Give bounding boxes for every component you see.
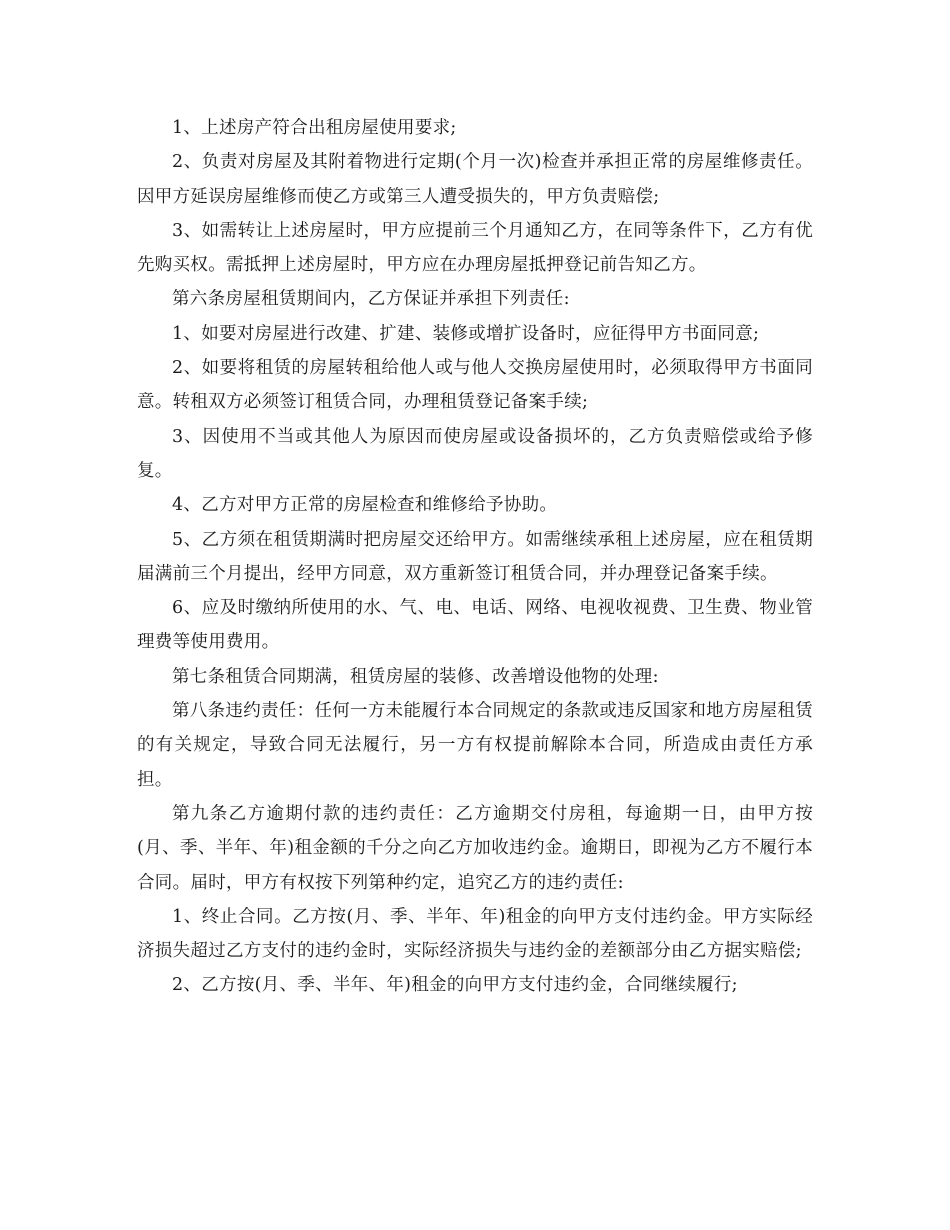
paragraph-article-9: 第九条乙方逾期付款的违约责任：乙方逾期交付房租，每逾期一日，由甲方按(月、季、半年、年)租金额的千分之向乙方加收违约金。逾期日，即视为乙方不履行本合同。届时，甲方有权按下列第种约定，追究乙方的违约责任: [137,803,813,893]
paragraph-tenant-clause-4: 4、乙方对甲方正常的房屋检查和维修给予协助。 [172,495,558,516]
paragraph-article-6-heading: 第六条房屋租赁期间内，乙方保证并承担下列责任: [172,289,570,310]
document-body [137,111,813,1003]
paragraph-article-7: 第七条租赁合同期满，租赁房屋的装修、改善增设他物的处理: [172,666,659,687]
paragraph-penalty-option-2: 2、乙方按(月、季、半年、年)租金的向甲方支付违约金，合同继续履行; [172,975,738,996]
paragraph-landlord-clause-1: 1、上述房产符合出租房屋使用要求; [172,118,457,138]
paragraph-tenant-clause-1: 1、如要对房屋进行改建、扩建、装修或增扩设备时，应征得甲方书面同意; [172,323,760,344]
paragraph-tenant-clause-2: 2、如要将租赁的房屋转租给他人或与他人交换房屋使用时，必须取得甲方书面同意。转租双方必须签订租赁合同，办理租赁登记备案手续; [137,358,813,413]
paragraph-landlord-clause-2: 2、负责对房屋及其附着物进行定期(个月一次)检查并承担正常的房屋维修责任。因甲方延误房屋维修而使乙方或第三人遭受损失的，甲方负责赔偿; [137,152,813,207]
paragraph-article-8: 第八条违约责任：任何一方未能履行本合同规定的条款或违反国家和地方房屋租赁的有关规定，导致合同无法履行，另一方有权提前解除本合同，所造成由责任方承担。 [137,701,813,790]
paragraph-tenant-clause-3: 3、因使用不当或其他人为原因而使房屋或设备损坏的，乙方负责赔偿或给予修复。 [137,426,813,481]
paragraph-landlord-clause-3: 3、如需转让上述房屋时，甲方应提前三个月通知乙方，在同等条件下，乙方有优先购买权。需抵押上述房屋时，甲方应在办理房屋抵押登记前告知乙方。 [137,220,813,276]
paragraph-tenant-clause-5: 5、乙方须在租赁期满时把房屋交还给甲方。如需继续承租上述房屋，应在租赁期届满前三个月提出，经甲方同意，双方重新签订租赁合同，并办理登记备案手续。 [137,529,813,584]
paragraph-penalty-option-1: 1、终止合同。乙方按(月、季、半年、年)租金的向甲方支付违约金。甲方实际经济损失超过乙方支付的违约金时，实际经济损失与违约金的差额部分由乙方据实赔偿; [137,906,813,962]
paragraph-tenant-clause-6: 6、应及时缴纳所使用的水、气、电、电话、网络、电视收视费、卫生费、物业管理费等使用费用。 [137,598,813,653]
